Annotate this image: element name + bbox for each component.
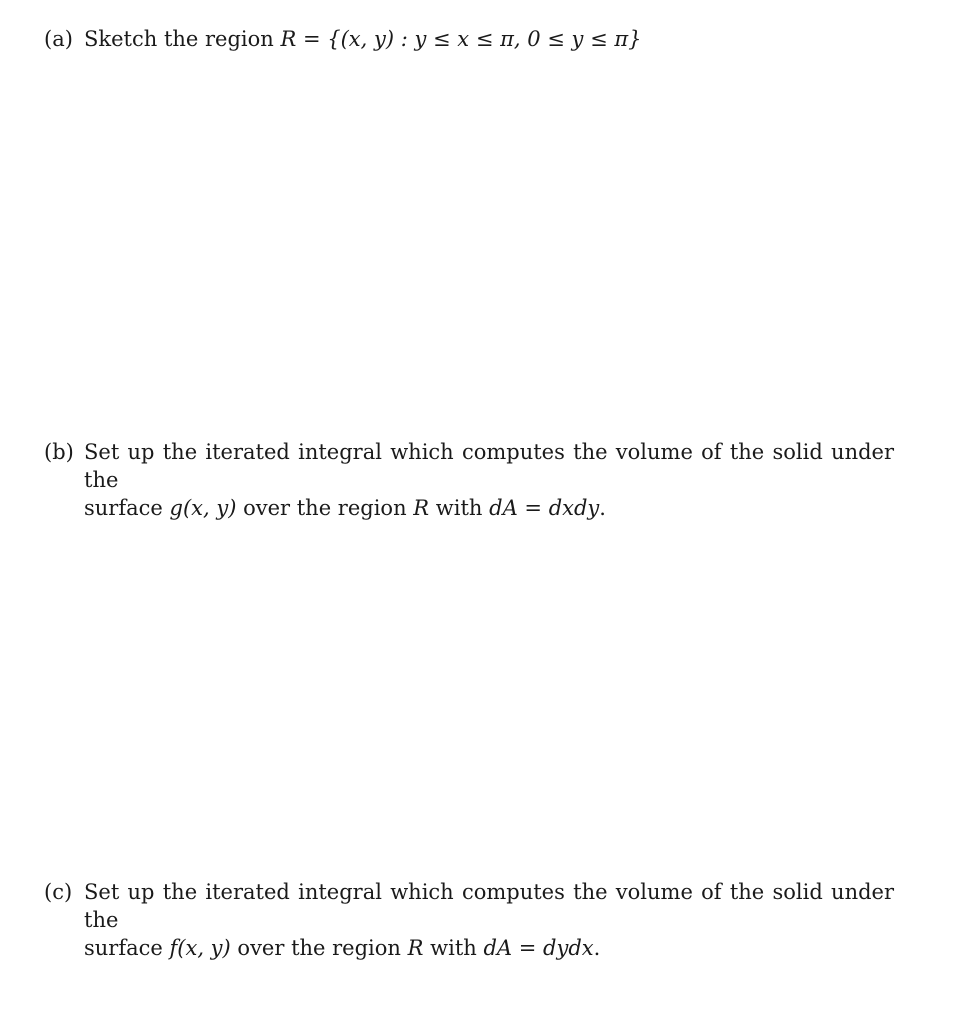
region-definition-math: R = {(x, y) : y ≤ x ≤ π, 0 ≤ y ≤ π}: [280, 27, 642, 51]
part-a-text: [84, 25, 894, 53]
part-b-period: .: [599, 496, 606, 520]
part-b-over-region: over the region: [243, 496, 407, 520]
problem-part-c: [44, 878, 894, 962]
part-b-with-word: with: [435, 496, 483, 520]
part-c-function: f(x, y): [169, 936, 231, 960]
part-c-area-element: dA = dydx: [483, 936, 594, 960]
part-b-function: g(x, y): [169, 496, 237, 520]
part-c-line1: Set up the iterated integral which computes the volume of the solid under the: [84, 880, 894, 932]
part-c-over-region: over the region: [237, 936, 401, 960]
part-c-surface-word: surface: [84, 936, 163, 960]
part-c-region-symbol: R: [407, 936, 424, 960]
part-b-answer-space: [44, 500, 894, 870]
part-c-period: .: [593, 936, 601, 960]
part-b-region-symbol: R: [413, 496, 430, 520]
part-b-line1: Set up the iterated integral which computes the volume of the solid under the: [84, 440, 894, 492]
part-b-surface-word: surface: [84, 496, 163, 520]
part-c-line2: [84, 934, 894, 962]
part-b-label: (b): [44, 440, 74, 464]
problem-part-a: [44, 25, 894, 53]
part-a-prompt: Sketch the region: [84, 27, 274, 51]
part-a-label: (a): [44, 27, 73, 51]
part-c-label: (c): [44, 880, 73, 904]
part-a-answer-space: [44, 70, 894, 430]
part-c-with-word: with: [430, 936, 477, 960]
part-b-area-element: dA = dxdy: [489, 496, 600, 520]
